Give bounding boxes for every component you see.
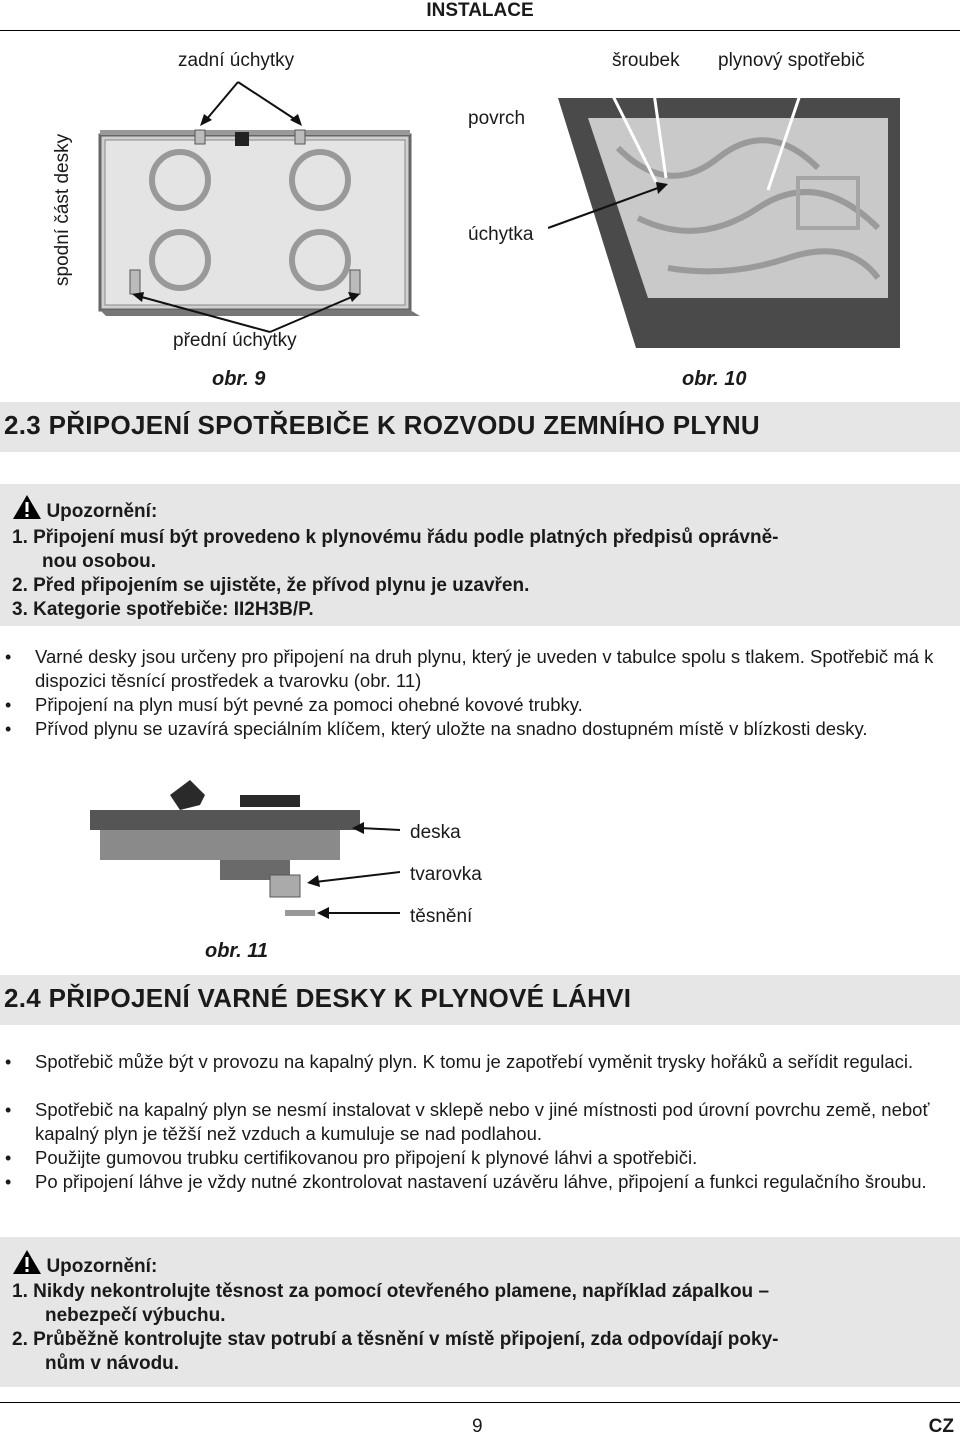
- figure-9-caption: obr. 9: [212, 368, 266, 390]
- warning-item: 1. Připojení musí být provedeno k plynovému řádu podle platných předpisů oprávně-: [12, 527, 779, 548]
- label-plate: deska: [410, 822, 461, 843]
- figure-10-illustration: [548, 78, 900, 353]
- bullet-item: • Připojení na plyn musí být pevné za pomoci ohebné kovové trubky.: [5, 694, 583, 715]
- warning-heading-2: [12, 1249, 157, 1279]
- section-2-3-title: 2.3 PŘIPOJENÍ SPOTŘEBIČE K ROZVODU ZEMNÍHO PLYNU: [4, 410, 761, 440]
- warning-box-1: [0, 484, 960, 626]
- section-2-4-heading: [0, 975, 960, 1025]
- label-rear-clips: zadní úchytky: [178, 50, 295, 71]
- bullet-item: • Po připojení láhve je vždy nutné zkontrolovat nastavení uzávěru láhve, připojení a funkci regulačního šroubu.: [5, 1171, 927, 1192]
- warning-item: nebezpečí výbuchu.: [45, 1305, 226, 1326]
- label-appliance: plynový spotřebič: [718, 50, 865, 71]
- label-underside: spodní část desky: [52, 133, 73, 286]
- warning-item: 3. Kategorie spotřebiče: II2H3B/P.: [12, 599, 314, 620]
- figure-10-caption: obr. 10: [682, 368, 747, 390]
- label-screw: šroubek: [612, 50, 680, 71]
- warning-title-2: Upozornění:: [46, 1256, 158, 1277]
- header-rule: [0, 30, 960, 31]
- figure-9-illustration: [70, 70, 430, 335]
- label-clip: úchytka: [468, 224, 534, 245]
- warning-item: nou osobou.: [42, 551, 156, 572]
- bullet-item: • Spotřebič na kapalný plyn se nesmí instalovat v sklepě nebo v jiné místnosti pod úrovní povrchu země, neboť kapalný plyn je těžší než vzduch a kumuluje se nad podlahou.: [5, 1099, 930, 1144]
- figure-11-caption: obr. 11: [205, 940, 268, 962]
- warning-item: 2. Před připojením se ujistěte, že přívod plynu je uzavřen.: [12, 575, 530, 596]
- warning-icon: [12, 494, 42, 520]
- label-front-clips: přední úchytky: [173, 330, 297, 351]
- bullet-item: • Spotřebič může být v provozu na kapalný plyn. K tomu je zapotřebí vyměnit trysky hořáků a seřídit regulaci.: [5, 1051, 914, 1072]
- label-fitting: tvarovka: [410, 864, 482, 885]
- bullet-item: • Použijte gumovou trubku certifikovanou pro připojení k plynové láhvi a spotřebiči.: [5, 1147, 698, 1168]
- section-2-3-heading: [0, 402, 960, 452]
- footer-rule: [0, 1402, 960, 1403]
- figure-11-illustration: [90, 775, 400, 935]
- warning-box-2: [0, 1237, 960, 1387]
- warning-item: nům v návodu.: [45, 1353, 180, 1374]
- warning-item: 2. Průběžně kontrolujte stav potrubí a těsnění v místě připojení, zda odpovídají poky-: [12, 1329, 779, 1350]
- bullet-item: • Přívod plynu se uzavírá speciálním klíčem, který uložte na snadno dostupném místě v blízkosti desky.: [5, 718, 868, 739]
- running-header: INSTALACE: [426, 0, 534, 21]
- warning-title-1: Upozornění:: [46, 501, 158, 522]
- warning-icon: [12, 1249, 42, 1275]
- bullet-item: • Varné desky jsou určeny pro připojení na druh plynu, který je uveden v tabulce spolu s tlakem. Spotřebič má k dispozici těsnící prostředek a tvarovku (obr. 11): [5, 646, 934, 691]
- page-number: 9: [472, 1416, 483, 1437]
- label-seal: těsnění: [410, 906, 473, 927]
- label-surface: povrch: [468, 108, 526, 129]
- language-code: CZ: [928, 1416, 954, 1437]
- warning-heading-1: [12, 494, 157, 524]
- section-2-4-title: 2.4 PŘIPOJENÍ VARNÉ DESKY K PLYNOVÉ LÁHVI: [4, 983, 632, 1013]
- warning-item: 1. Nikdy nekontrolujte těsnost za pomocí otevřeného plamene, například zápalkou –: [12, 1281, 770, 1302]
